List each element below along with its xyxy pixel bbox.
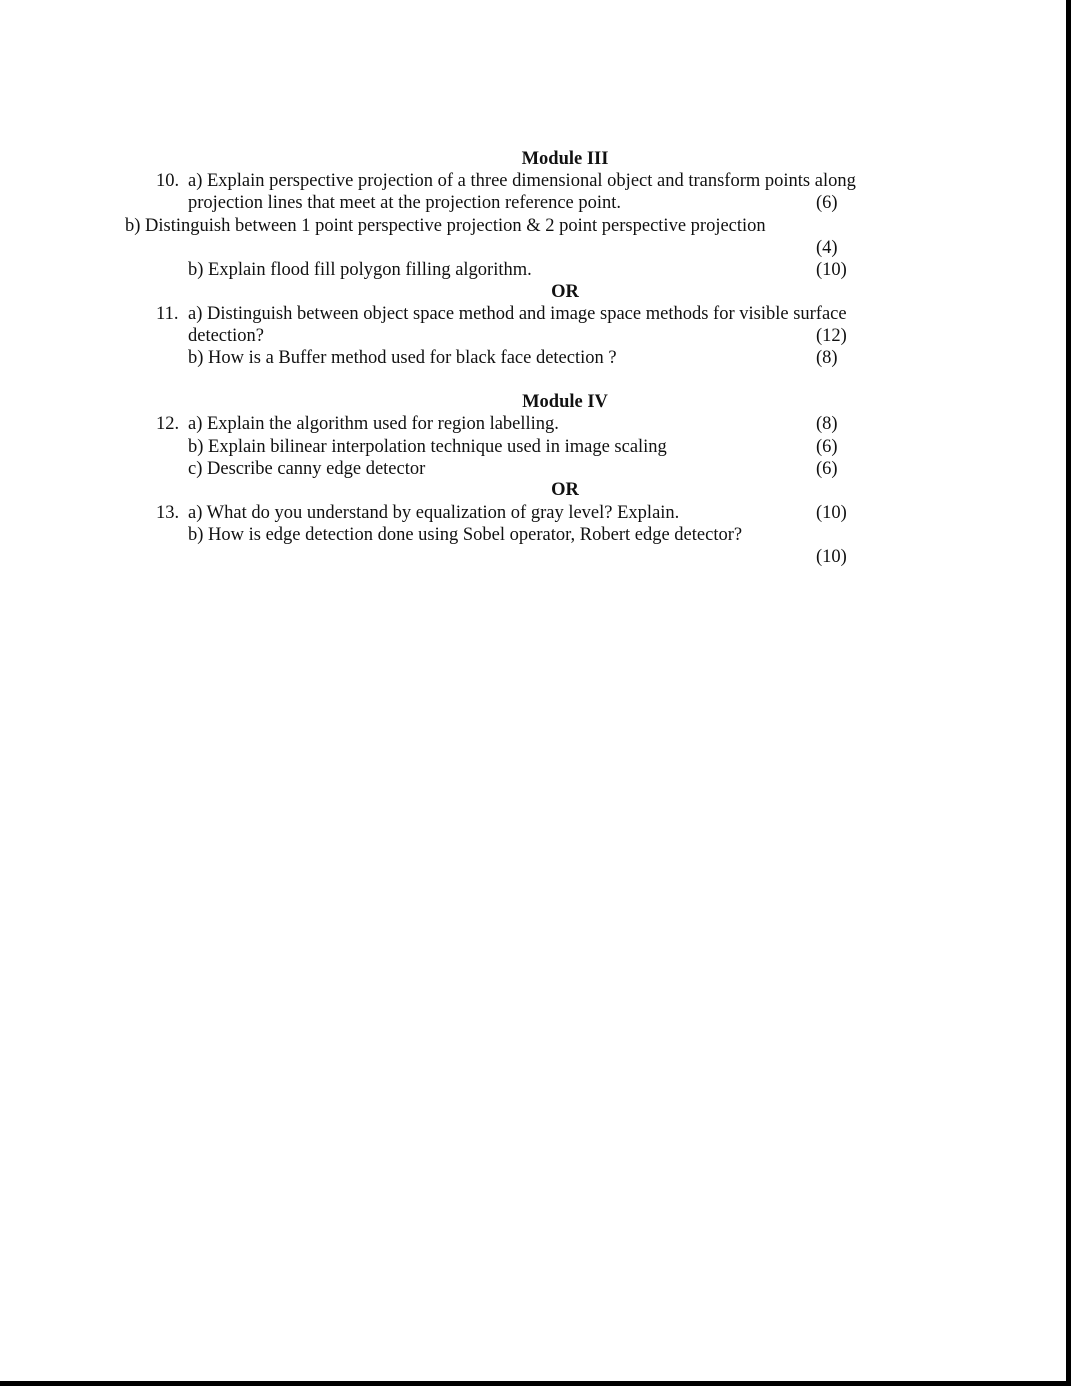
module-4-heading: Module IV (522, 392, 608, 412)
module-3-heading: Module III (521, 149, 609, 169)
or-separator-module-3: OR (551, 282, 579, 302)
question-11a-line1: a) Distinguish between object space method and image space methods for visible surface (188, 304, 847, 324)
question-10b-distinguish: b) Distinguish between 1 point perspective projection & 2 point perspective projection (125, 216, 766, 236)
question-11a-line2: detection? (188, 326, 265, 346)
question-12c-text: c) Describe canny edge detector (188, 459, 426, 479)
question-11b-marks: (8) (816, 348, 838, 368)
question-12a-marks: (8) (816, 414, 838, 434)
question-12a-text: a) Explain the algorithm used for region labelling. (188, 414, 559, 434)
question-10a-line1: a) Explain perspective projection of a three dimensional object and transform points along (188, 171, 856, 191)
question-10-number: 10. (156, 171, 180, 191)
or-separator-module-4: OR (551, 480, 579, 500)
question-10a-marks: (6) (816, 193, 838, 213)
question-13a-marks: (10) (816, 503, 847, 523)
question-12c-marks: (6) (816, 459, 838, 479)
question-10a-line2: projection lines that meet at the projection reference point. (188, 193, 622, 213)
question-10b-distinguish-marks: (4) (816, 238, 838, 258)
question-10b-flood-fill-marks: (10) (816, 260, 847, 280)
question-11-number: 11. (156, 304, 179, 324)
question-10b-flood-fill: b) Explain flood fill polygon filling algorithm. (188, 260, 532, 280)
question-13a-text: a) What do you understand by equalization of gray level? Explain. (188, 503, 680, 523)
question-11b-text: b) How is a Buffer method used for black face detection ? (188, 348, 617, 368)
question-11a-marks: (12) (816, 326, 847, 346)
question-12-number: 12. (156, 414, 180, 434)
question-13b-text: b) How is edge detection done using Sobel operator, Robert edge detector? (188, 525, 743, 545)
question-12b-marks: (6) (816, 437, 838, 457)
question-13-number: 13. (156, 503, 180, 523)
question-12b-text: b) Explain bilinear interpolation technique used in image scaling (188, 437, 667, 457)
question-13b-marks: (10) (816, 547, 847, 567)
